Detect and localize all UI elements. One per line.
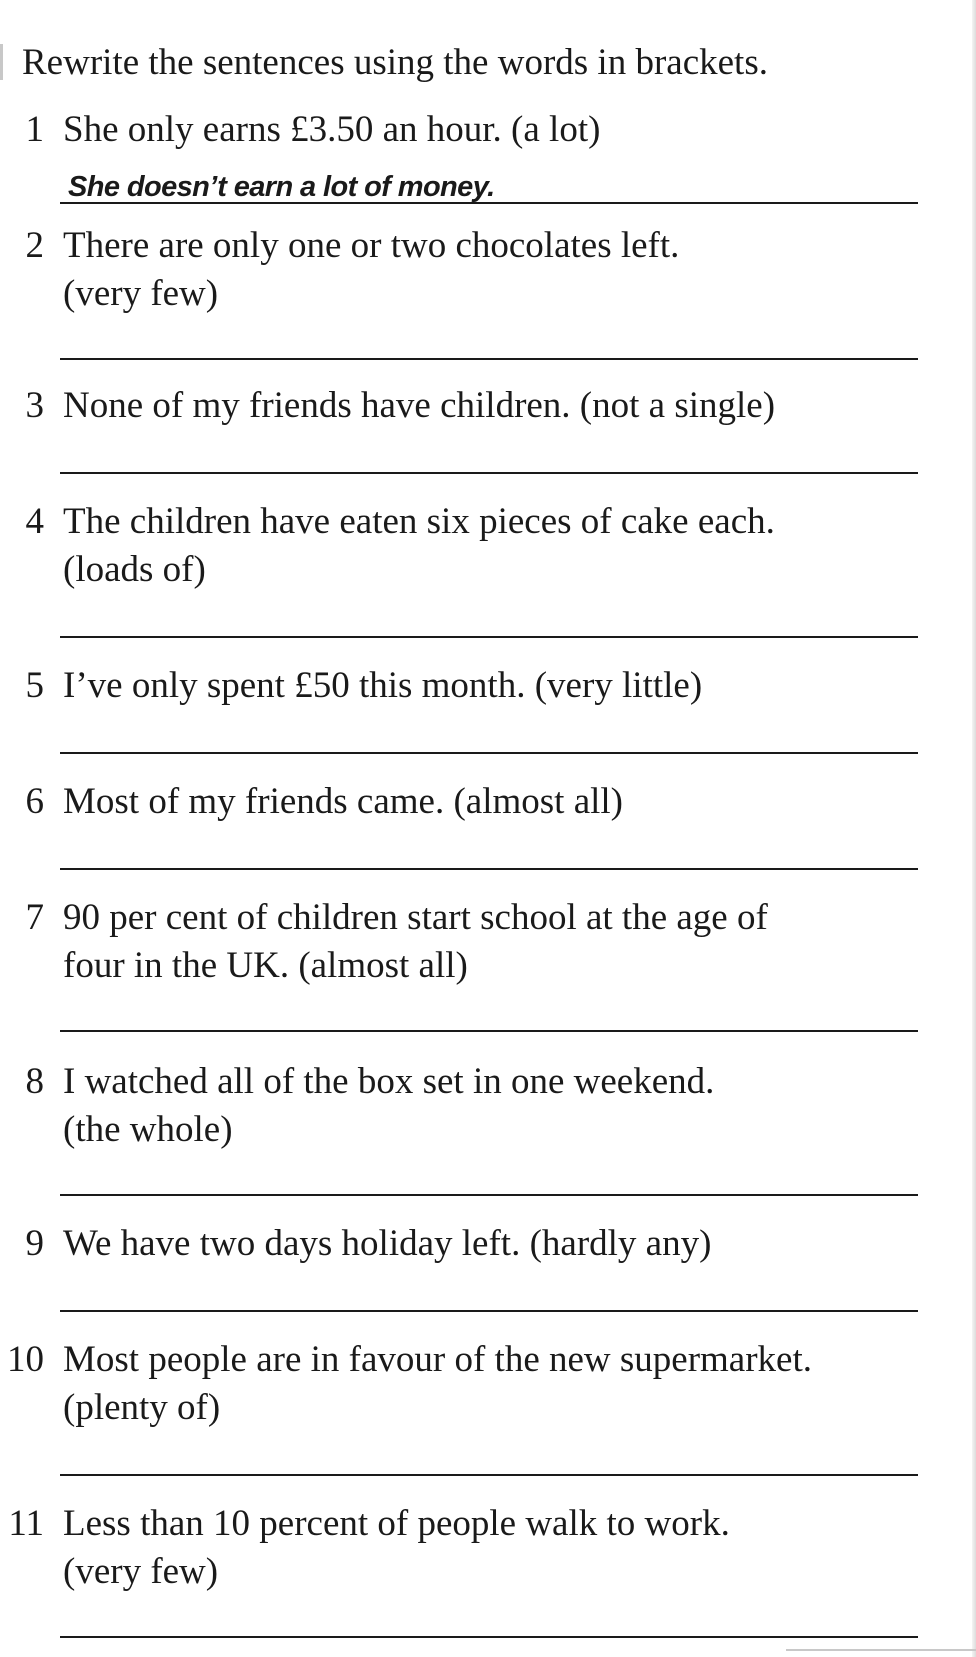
item-number: 6 <box>25 781 44 822</box>
item-sentence: Most people are in favour of the new supermarket. <box>63 1339 812 1380</box>
answer-line[interactable] <box>60 752 918 754</box>
item-sentence-cue: four in the UK. (almost all) <box>63 945 468 986</box>
example-answer: She doesn’t earn a lot of money. <box>68 171 495 203</box>
item-sentence-cue: (loads of) <box>63 549 206 590</box>
item-number: 11 <box>8 1503 44 1544</box>
item-number: 9 <box>25 1223 44 1264</box>
item-sentence: I’ve only spent £50 this month. (very little) <box>63 665 703 706</box>
item-sentence: Most of my friends came. (almost all) <box>63 781 624 822</box>
item-sentence-cue: (plenty of) <box>63 1387 221 1428</box>
item-sentence-cue: (the whole) <box>63 1109 233 1150</box>
answer-line[interactable] <box>60 358 918 360</box>
item-number: 1 <box>25 109 44 150</box>
answer-line[interactable] <box>60 1636 918 1638</box>
answer-line[interactable] <box>60 868 918 870</box>
item-sentence: None of my friends have children. (not a single) <box>63 385 776 426</box>
item-number: 7 <box>25 897 44 938</box>
answer-line[interactable] <box>60 636 918 638</box>
answer-line[interactable] <box>60 1194 918 1196</box>
corner-rule <box>786 1649 976 1657</box>
item-sentence: There are only one or two chocolates left. <box>63 225 680 266</box>
item-sentence-cue: (very few) <box>63 1551 219 1592</box>
item-sentence: 90 per cent of children start school at the age of <box>63 897 768 938</box>
item-number: 3 <box>25 385 44 426</box>
item-sentence: I watched all of the box set in one weekend. <box>63 1061 715 1102</box>
answer-line[interactable] <box>60 1310 918 1312</box>
item-sentence-cue: (very few) <box>63 273 219 314</box>
answer-line[interactable] <box>60 1030 918 1032</box>
answer-line[interactable] <box>60 202 918 204</box>
item-number: 4 <box>25 501 44 542</box>
exercise-instruction: Rewrite the sentences using the words in brackets. <box>22 42 768 83</box>
item-sentence: She only earns £3.50 an hour. (a lot) <box>63 109 601 150</box>
answer-line[interactable] <box>60 1474 918 1476</box>
page-edge-shadow <box>972 0 976 1657</box>
item-number: 8 <box>25 1061 44 1102</box>
item-sentence: We have two days holiday left. (hardly any) <box>63 1223 712 1264</box>
item-number: 5 <box>25 665 44 706</box>
item-sentence: The children have eaten six pieces of cake each. <box>63 501 775 542</box>
answer-line[interactable] <box>60 472 918 474</box>
item-sentence: Less than 10 percent of people walk to work. <box>63 1503 730 1544</box>
item-number: 10 <box>7 1339 44 1380</box>
item-number: 2 <box>25 225 44 266</box>
page-edge-mark <box>0 44 3 80</box>
